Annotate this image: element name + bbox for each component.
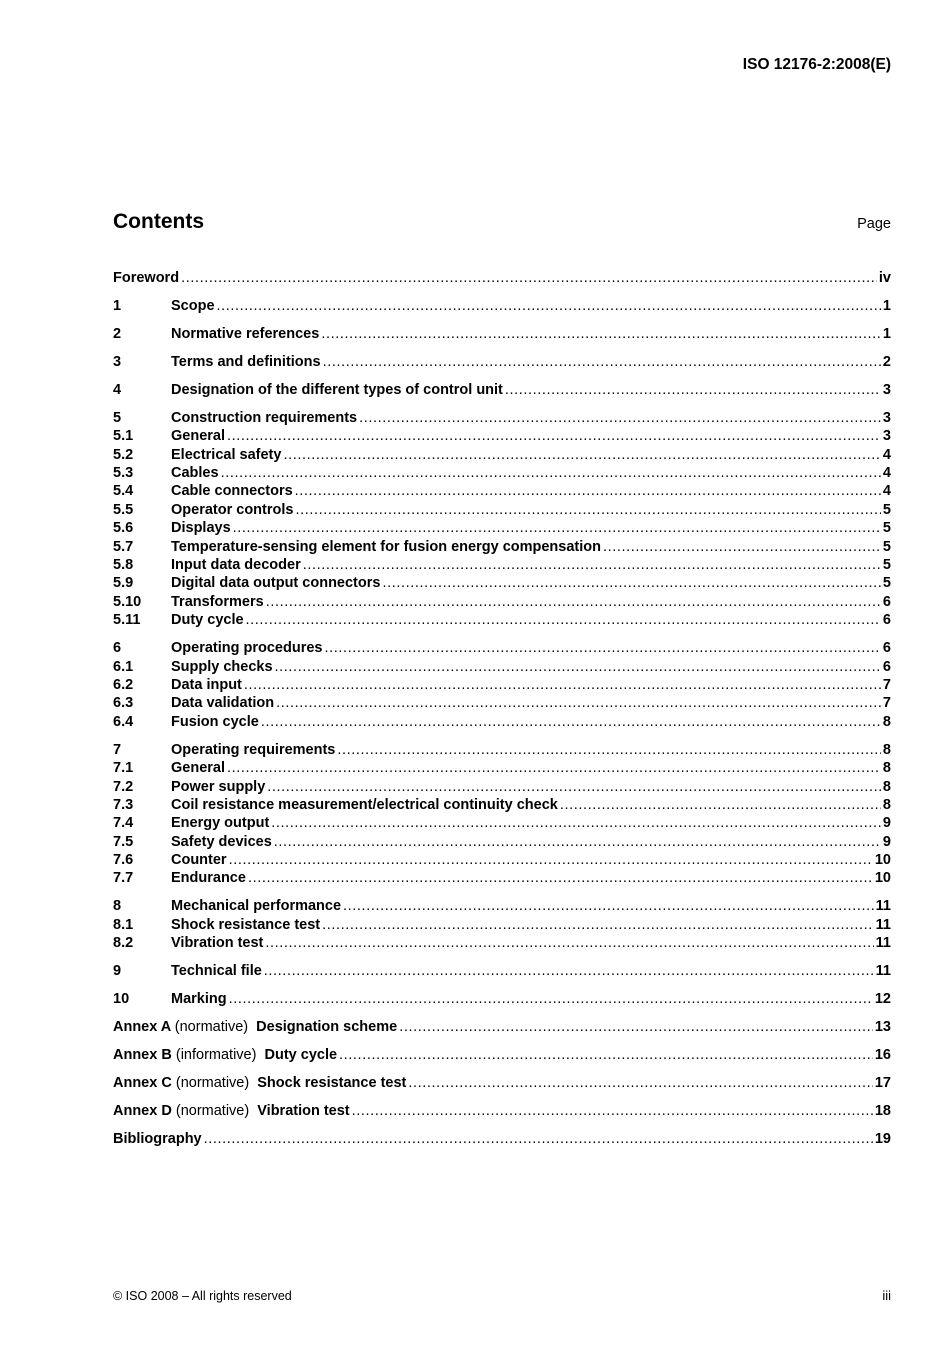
toc-entry-title: Bibliography [113, 1131, 202, 1148]
toc-entry[interactable] [113, 694, 891, 712]
toc-entry-page: 4 [882, 446, 891, 463]
toc-entry-page: 6 [882, 658, 891, 675]
toc-entry-number: 5.2 [113, 446, 134, 463]
toc-entry-page: 6 [882, 640, 891, 657]
toc-entry[interactable] [113, 427, 891, 445]
toc-entry-page: 9 [882, 833, 891, 850]
toc-entry-page: 6 [882, 593, 891, 610]
annex-label: Annex A [113, 1019, 171, 1036]
toc-entry-number: 7.7 [113, 870, 134, 887]
toc-entry[interactable] [113, 519, 891, 537]
toc-entry-number: 5.11 [113, 612, 141, 629]
dot-leader [266, 593, 881, 611]
toc-entry[interactable] [113, 409, 891, 427]
toc-entry-page: 5 [882, 520, 891, 537]
annex-label: Annex B [113, 1047, 172, 1064]
toc-entry-page: 6 [882, 612, 891, 629]
toc-entry[interactable] [113, 446, 891, 464]
toc-entry-page: 5 [882, 575, 891, 592]
toc-entry-title: Mechanical performance [171, 898, 342, 915]
toc-entry-title: Operating procedures [171, 640, 323, 657]
toc-entry-number: 7.1 [113, 760, 134, 777]
toc-entry-title: Coil resistance measurement/electrical continuity check [171, 796, 558, 813]
toc-entry-title: Data validation [171, 695, 275, 712]
toc-entry-page: 7 [882, 676, 891, 693]
toc-entry-title: Energy output [171, 815, 270, 832]
toc-entry[interactable] [113, 962, 891, 980]
toc-entry[interactable] [113, 593, 891, 611]
toc-entry-number: 5.7 [113, 538, 134, 555]
toc-entry-title: Duty cycle [171, 612, 244, 629]
toc-entry[interactable] [113, 325, 891, 343]
toc-entry-title: Input data decoder [171, 557, 301, 574]
toc-entry-title: Cables [171, 465, 219, 482]
toc-entry-title: Scope [171, 297, 215, 314]
toc-entry-page: 17 [874, 1075, 891, 1092]
toc-entry[interactable] [113, 934, 891, 952]
toc-entry[interactable] [113, 297, 891, 315]
toc-entry-number: 5.6 [113, 520, 134, 537]
dot-leader [181, 269, 877, 287]
dot-leader [324, 639, 880, 657]
toc-entry-number: 1 [113, 297, 122, 314]
dot-leader [321, 325, 881, 343]
toc-entry-number: 9 [113, 963, 122, 980]
toc-entry-title: Foreword [113, 270, 180, 286]
dot-leader [603, 538, 881, 556]
toc-entry[interactable] [113, 851, 891, 869]
toc-entry-title: Electrical safety [171, 446, 282, 463]
dot-leader [322, 916, 874, 934]
annex-title: Vibration test [257, 1103, 350, 1120]
toc-entry-title: General [171, 760, 225, 777]
toc-entry-page: 4 [882, 465, 891, 482]
toc-entry-page: 8 [882, 713, 891, 730]
toc-entry-number: 5.10 [113, 593, 142, 610]
toc-entry[interactable] [113, 1130, 891, 1148]
toc-entry-title: Endurance [171, 870, 246, 887]
toc-entry-page: 16 [874, 1047, 891, 1064]
toc-entry[interactable] [113, 353, 891, 371]
toc-entry-page: 5 [882, 538, 891, 555]
dot-leader [244, 676, 881, 694]
toc-entry-title: Cable connectors [171, 483, 293, 500]
annex-type: (informative) [175, 1047, 257, 1064]
dot-leader [265, 934, 873, 952]
toc-entry-title: Supply checks [171, 658, 273, 675]
toc-entry[interactable] [113, 1018, 891, 1036]
toc-entry-title: Normative references [171, 325, 320, 342]
toc-entry-title: Designation of the different types of control unit [171, 381, 503, 398]
toc-entry-number: 4 [113, 381, 122, 398]
dot-leader [295, 482, 881, 500]
toc-entry-number: 2 [113, 325, 122, 342]
toc-entry[interactable] [113, 833, 891, 851]
toc-entry-number: 5 [113, 409, 122, 426]
dot-leader [337, 741, 881, 759]
toc-entry[interactable] [113, 916, 891, 934]
toc-entry-title: Operator controls [171, 501, 294, 518]
toc-entry-page: 11 [875, 916, 891, 933]
toc-entry-number: 6.1 [113, 658, 134, 675]
dot-leader [283, 446, 880, 464]
dot-leader [229, 990, 873, 1008]
dot-leader [217, 297, 881, 315]
toc-entry-title: Counter [171, 852, 227, 869]
toc-entry-page: iv [878, 270, 891, 286]
dot-leader [267, 778, 881, 796]
dot-leader [408, 1074, 873, 1092]
dot-leader [271, 814, 881, 832]
toc-entry-page: 11 [875, 898, 891, 915]
toc-entry[interactable] [113, 658, 891, 676]
toc-entry-number: 7.4 [113, 815, 134, 832]
toc-entry-page: 8 [882, 760, 891, 777]
toc-entry-number: 7.5 [113, 833, 134, 850]
toc-entry-number: 5.4 [113, 483, 134, 500]
toc-entry[interactable] [113, 1046, 891, 1064]
toc-entry-number: 6 [113, 640, 122, 657]
annex-type: (normative) [175, 1103, 250, 1120]
dot-leader [227, 427, 881, 445]
toc-entry-page: 8 [882, 796, 891, 813]
toc-entry[interactable] [113, 676, 891, 694]
toc-entry-page: 12 [874, 991, 891, 1008]
toc-entry-title: Vibration test [171, 935, 264, 952]
toc-entry[interactable] [113, 538, 891, 556]
toc-entry-page: 2 [882, 353, 891, 370]
toc-entry-title: Displays [171, 520, 231, 537]
toc-entry-page: 3 [882, 381, 891, 398]
toc-entry[interactable] [113, 897, 891, 915]
dot-leader [264, 962, 874, 980]
toc-entry[interactable] [113, 814, 891, 832]
toc-entry[interactable] [113, 574, 891, 592]
toc-entry-title: Shock resistance test [171, 916, 321, 933]
annex-title: Shock resistance test [257, 1075, 407, 1092]
annex-label: Annex C [113, 1075, 172, 1092]
toc-entry-number: 7.2 [113, 778, 134, 795]
toc-entry[interactable] [113, 269, 891, 287]
toc-entry-title: Marking [171, 991, 227, 1008]
annex-type: (normative) [175, 1075, 250, 1092]
toc-entry-title: Data input [171, 676, 242, 693]
dot-leader [382, 574, 880, 592]
toc-entry-number: 6.3 [113, 695, 134, 712]
dot-leader [303, 556, 881, 574]
toc-entry[interactable] [113, 759, 891, 777]
toc-entry-title: Operating requirements [171, 741, 336, 758]
toc-entry-title: Digital data output connectors [171, 575, 381, 592]
annex-title: Duty cycle [264, 1047, 338, 1064]
toc-entry-page: 1 [882, 297, 891, 314]
toc-entry[interactable] [113, 464, 891, 482]
toc-entry[interactable] [113, 796, 891, 814]
dot-leader [399, 1018, 873, 1036]
page-number: iii [882, 1288, 891, 1303]
toc-entry-number: 7 [113, 741, 122, 758]
dot-leader [246, 611, 881, 629]
toc-entry-page: 10 [874, 852, 891, 869]
toc-entry[interactable] [113, 381, 891, 399]
toc-entry-page: 10 [874, 870, 891, 887]
dot-leader [276, 694, 881, 712]
dot-leader [261, 713, 881, 731]
toc-entry-title [113, 1074, 406, 1092]
toc-entry-number: 10 [113, 991, 130, 1008]
dot-leader [204, 1130, 873, 1148]
toc-entry[interactable] [113, 611, 891, 629]
toc-entry-page: 8 [882, 778, 891, 795]
toc-entry-title [113, 1018, 397, 1036]
dot-leader [229, 851, 873, 869]
dot-leader [352, 1102, 873, 1120]
dot-leader [274, 833, 881, 851]
toc-entry[interactable] [113, 778, 891, 796]
toc-entry-title: Technical file [171, 963, 262, 980]
toc-entry[interactable] [113, 1074, 891, 1092]
toc-entry[interactable] [113, 556, 891, 574]
copyright-notice: © ISO 2008 – All rights reserved [113, 1289, 292, 1303]
toc-entry-title: Fusion cycle [171, 713, 259, 730]
toc-entry-page: 18 [874, 1103, 891, 1120]
toc-entry-number: 7.6 [113, 852, 134, 869]
toc-entry-number: 5.3 [113, 465, 134, 482]
dot-leader [275, 658, 881, 676]
toc-entry-page: 9 [882, 815, 891, 832]
toc-entry-title: Terms and definitions [171, 353, 321, 370]
toc-entry[interactable] [113, 741, 891, 759]
toc-entry[interactable] [113, 639, 891, 657]
dot-leader [343, 897, 874, 915]
toc-entry-number: 5.1 [113, 428, 134, 445]
toc-entry-title: Power supply [171, 778, 266, 795]
toc-entry-page: 8 [882, 741, 891, 758]
toc-entry-number: 3 [113, 353, 122, 370]
toc-entry-page: 11 [875, 935, 891, 952]
dot-leader [295, 501, 880, 519]
toc-entry[interactable] [113, 482, 891, 500]
toc-entry-page: 4 [882, 483, 891, 500]
toc-entry[interactable] [113, 1102, 891, 1120]
toc-entry-title [113, 1046, 337, 1064]
dot-leader [221, 464, 881, 482]
dot-leader [233, 519, 881, 537]
toc-entry-page: 3 [882, 428, 891, 445]
table-of-contents [113, 269, 891, 1149]
toc-entry-title [113, 1102, 350, 1120]
annex-label: Annex D [113, 1103, 172, 1120]
toc-entry-title: Transformers [171, 593, 264, 610]
toc-entry-number: 8.2 [113, 935, 134, 952]
toc-entry-page: 19 [874, 1131, 891, 1148]
dot-leader [227, 759, 881, 777]
annex-title: Designation scheme [256, 1019, 398, 1036]
dot-leader [339, 1046, 873, 1064]
toc-entry-page: 7 [882, 695, 891, 712]
toc-entry[interactable] [113, 501, 891, 519]
toc-entry-title: Temperature-sensing element for fusion energy compensation [171, 538, 601, 555]
toc-entry-page: 11 [875, 963, 891, 980]
toc-entry-number: 5.8 [113, 557, 134, 574]
toc-entry-number: 8 [113, 898, 122, 915]
toc-entry[interactable] [113, 990, 891, 1008]
toc-entry-page: 13 [874, 1019, 891, 1036]
toc-entry-number: 5.9 [113, 575, 134, 592]
toc-entry-page: 1 [882, 325, 891, 342]
dot-leader [323, 353, 881, 371]
toc-entry-page: 3 [882, 409, 891, 426]
toc-entry[interactable] [113, 713, 891, 731]
toc-entry[interactable] [113, 869, 891, 887]
toc-entry-number: 7.3 [113, 796, 134, 813]
dot-leader [560, 796, 881, 814]
toc-entry-title: Safety devices [171, 833, 272, 850]
toc-entry-number: 6.4 [113, 713, 134, 730]
dot-leader [248, 869, 873, 887]
document-code: ISO 12176-2:2008(E) [742, 56, 891, 73]
page-column-label: Page [857, 216, 891, 232]
toc-entry-number: 6.2 [113, 676, 134, 693]
toc-entry-page: 5 [882, 557, 891, 574]
dot-leader [359, 409, 881, 427]
toc-entry-number: 8.1 [113, 916, 134, 933]
toc-entry-title: Construction requirements [171, 409, 358, 426]
toc-entry-page: 5 [882, 501, 891, 518]
toc-entry-number: 5.5 [113, 501, 134, 518]
toc-entry-title: General [171, 428, 225, 445]
annex-type: (normative) [174, 1019, 249, 1036]
dot-leader [505, 381, 881, 399]
page-title: Contents [113, 210, 204, 233]
